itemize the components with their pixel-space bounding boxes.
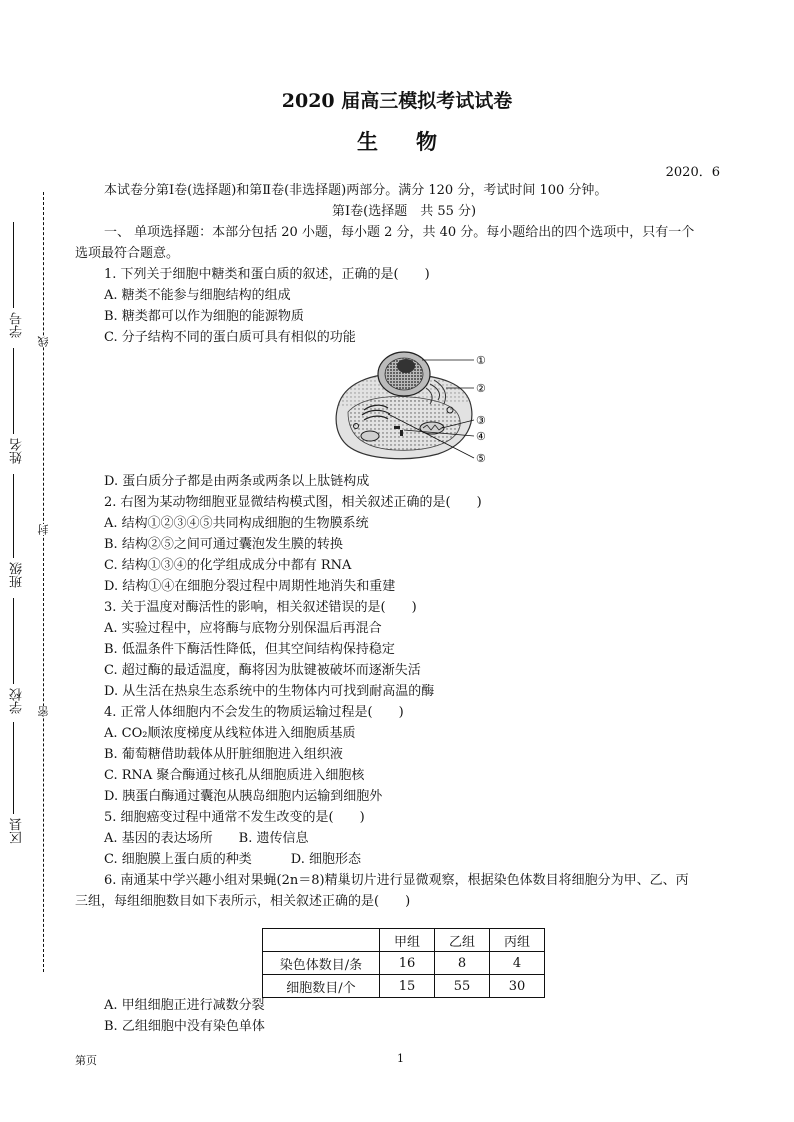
section1-line2: 选项最符合题意。 <box>75 246 180 261</box>
animal-cell-figure <box>330 348 500 468</box>
margin-label-district: 区县 <box>10 818 25 844</box>
exam-title: 2020 届高三模拟考试试卷 <box>281 90 513 112</box>
q1-option-c: C. 分子结构不同的蛋白质可具有相似的功能 <box>104 330 356 345</box>
q6-option-b: B. 乙组细胞中没有染色单体 <box>104 1019 265 1034</box>
q4-stem: 4. 正常人体细胞内不会发生的物质运输过程是( ) <box>104 705 404 720</box>
figure-label-4: ④ <box>476 430 486 443</box>
page-number: 1 <box>397 1052 404 1065</box>
table-row <box>263 952 545 975</box>
seal-dashed-line <box>43 192 44 972</box>
footer-label: 第页 <box>75 1054 97 1067</box>
q1-option-b: B. 糖类都可以作为细胞的能源物质 <box>104 309 304 324</box>
table-cell: 染色体数目/条 <box>263 952 380 975</box>
intro-text: 本试卷分第Ⅰ卷(选择题)和第Ⅱ卷(非选择题)两部分。满分 120 分，考试时间 100 分钟。 <box>104 183 608 198</box>
q2-option-c: C. 结构①③④的化学组成成分中都有 RNA <box>104 558 352 573</box>
margin-fill-line <box>13 222 14 308</box>
margin-label-name: 姓名 <box>10 438 25 464</box>
table-cell: 30 <box>490 975 545 998</box>
q5-options-cd: C. 细胞膜上蛋白质的种类 D. 细胞形态 <box>104 852 361 867</box>
table-cell: 15 <box>380 975 435 998</box>
q3-option-b: B. 低温条件下酶活性降低，但其空间结构保持稳定 <box>104 642 395 657</box>
margin-fill-line <box>13 722 14 814</box>
q2-stem: 2. 右图为某动物细胞亚显微结构模式图，相关叙述正确的是( ) <box>104 495 482 510</box>
margin-fill-line <box>13 348 14 434</box>
exam-date: 2020．6 <box>665 165 720 180</box>
q3-option-c: C. 超过酶的最适温度，酶将因为肽键被破坏而逐渐失活 <box>104 663 421 678</box>
q4-option-c: C. RNA 聚合酶通过核孔从细胞质进入细胞核 <box>104 768 365 783</box>
q3-option-a: A. 实验过程中，应将酶与底物分别保温后再混合 <box>104 621 382 636</box>
q3-stem: 3. 关于温度对酶活性的影响，相关叙述错误的是( ) <box>104 600 417 615</box>
table-cell: 55 <box>435 975 490 998</box>
figure-label-5: ⑤ <box>476 452 486 465</box>
margin-fill-line <box>13 474 14 558</box>
table-cell: 细胞数目/个 <box>263 975 380 998</box>
table-header-cell: 丙组 <box>490 929 545 952</box>
table-cell: 8 <box>435 952 490 975</box>
q1-option-d: D. 蛋白质分子都是由两条或两条以上肽链构成 <box>104 474 370 489</box>
margin-label-class: 班级 <box>10 562 25 588</box>
figure-label-1: ① <box>476 354 486 367</box>
table-cell: 16 <box>380 952 435 975</box>
q5-options-ab: A. 基因的表达场所 B. 遗传信息 <box>104 831 309 846</box>
q3-option-d: D. 从生活在热泉生态系统中的生物体内可找到耐高温的酶 <box>104 684 435 699</box>
q6-stem-line1: 6. 南通某中学兴趣小组对果蝇(2n＝8)精巢切片进行显微观察，根据染色体数目将细胞分为甲、乙、丙 <box>104 873 689 888</box>
margin-label-school: 学校 <box>10 688 25 714</box>
table-header-row <box>263 929 545 952</box>
table-cell: 4 <box>490 952 545 975</box>
seal-mark-xian: 线 <box>37 336 50 347</box>
margin-fill-line <box>13 598 14 684</box>
seal-mark-feng: 封 <box>37 524 50 535</box>
table-header-cell <box>263 929 380 952</box>
q1-stem: 1. 下列关于细胞中糖类和蛋白质的叙述，正确的是( ) <box>104 267 430 282</box>
q2-option-a: A. 结构①②③④⑤共同构成细胞的生物膜系统 <box>104 516 369 531</box>
q5-stem: 5. 细胞癌变过程中通常不发生改变的是( ) <box>104 810 365 825</box>
part1-title: 第Ⅰ卷(选择题 共 55 分) <box>332 204 477 219</box>
figure-label-3: ③ <box>476 414 486 427</box>
seal-mark-mi: 密 <box>37 706 50 717</box>
section1-line1: 一、 单项选择题：本部分包括 20 小题，每小题 2 分，共 40 分。每小题给出的四个选项中，只有一个 <box>104 225 695 240</box>
q2-option-b: B. 结构②⑤之间可通过囊泡发生膜的转换 <box>104 537 343 552</box>
q1-option-a: A. 糖类不能参与细胞结构的组成 <box>104 288 291 303</box>
q6-data-table <box>262 928 545 998</box>
table-row <box>263 975 545 998</box>
subject-title: 生物 <box>357 129 475 154</box>
table-header-cell: 乙组 <box>435 929 490 952</box>
q4-option-d: D. 胰蛋白酶通过囊泡从胰岛细胞内运输到细胞外 <box>104 789 383 804</box>
q6-option-a: A. 甲组细胞正进行减数分裂 <box>104 998 265 1013</box>
margin-label-student-id: 学号 <box>10 312 25 338</box>
q2-option-d: D. 结构①④在细胞分裂过程中周期性地消失和重建 <box>104 579 396 594</box>
q4-option-b: B. 葡萄糖借助载体从肝脏细胞进入组织液 <box>104 747 343 762</box>
q6-stem-line2: 三组，每组细胞数目如下表所示，相关叙述正确的是( ) <box>75 894 411 909</box>
figure-label-2: ② <box>476 382 486 395</box>
table-header-cell: 甲组 <box>380 929 435 952</box>
q4-option-a: A. CO₂顺浓度梯度从线粒体进入细胞质基质 <box>104 726 356 741</box>
